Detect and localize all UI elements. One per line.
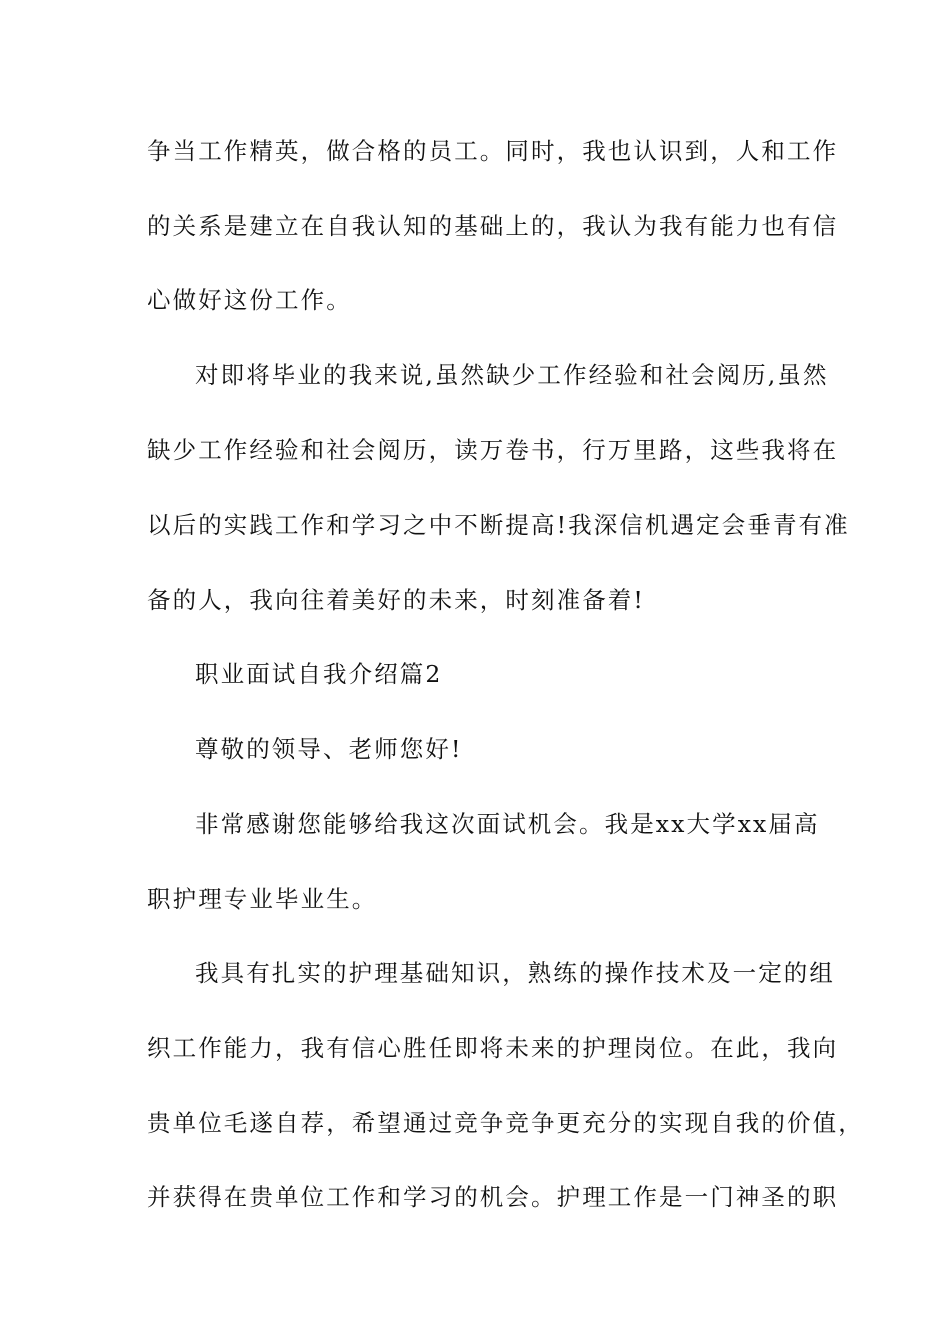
- paragraph-line: 争当工作精英，做合格的员工。同时，我也认识到，人和工作: [147, 137, 839, 165]
- paragraph-line: 织工作能力，我有信心胜任即将未来的护理岗位。在此，我向: [147, 1034, 839, 1062]
- paragraph-line: 非常感谢您能够给我这次面试机会。我是xx大学xx届高: [195, 810, 820, 838]
- paragraph-line: 职护理专业毕业生。: [147, 885, 378, 913]
- paragraph-line: 我具有扎实的护理基础知识，熟练的操作技术及一定的组: [195, 959, 835, 987]
- paragraph-line: 并获得在贵单位工作和学习的机会。护理工作是一门神圣的职: [147, 1183, 839, 1211]
- paragraph-line: 对即将毕业的我来说,虽然缺少工作经验和社会阅历,虽然: [195, 361, 829, 389]
- greeting-line: 尊敬的领导、老师您好!: [195, 735, 463, 763]
- paragraph-line: 贵单位毛遂自荐，希望通过竞争竞争更充分的实现自我的价值，: [147, 1109, 864, 1137]
- paragraph-line: 缺少工作经验和社会阅历，读万卷书，行万里路，这些我将在: [147, 436, 839, 464]
- paragraph-line: 以后的实践工作和学习之中不断提高!我深信机遇定会垂青有准: [147, 511, 850, 539]
- paragraph-line: 备的人，我向往着美好的未来，时刻准备着!: [147, 586, 645, 614]
- section-heading: 职业面试自我介绍篇2: [195, 660, 443, 688]
- paragraph-line: 的关系是建立在自我认知的基础上的，我认为我有能力也有信: [147, 212, 839, 240]
- paragraph-line: 心做好这份工作。: [147, 286, 352, 314]
